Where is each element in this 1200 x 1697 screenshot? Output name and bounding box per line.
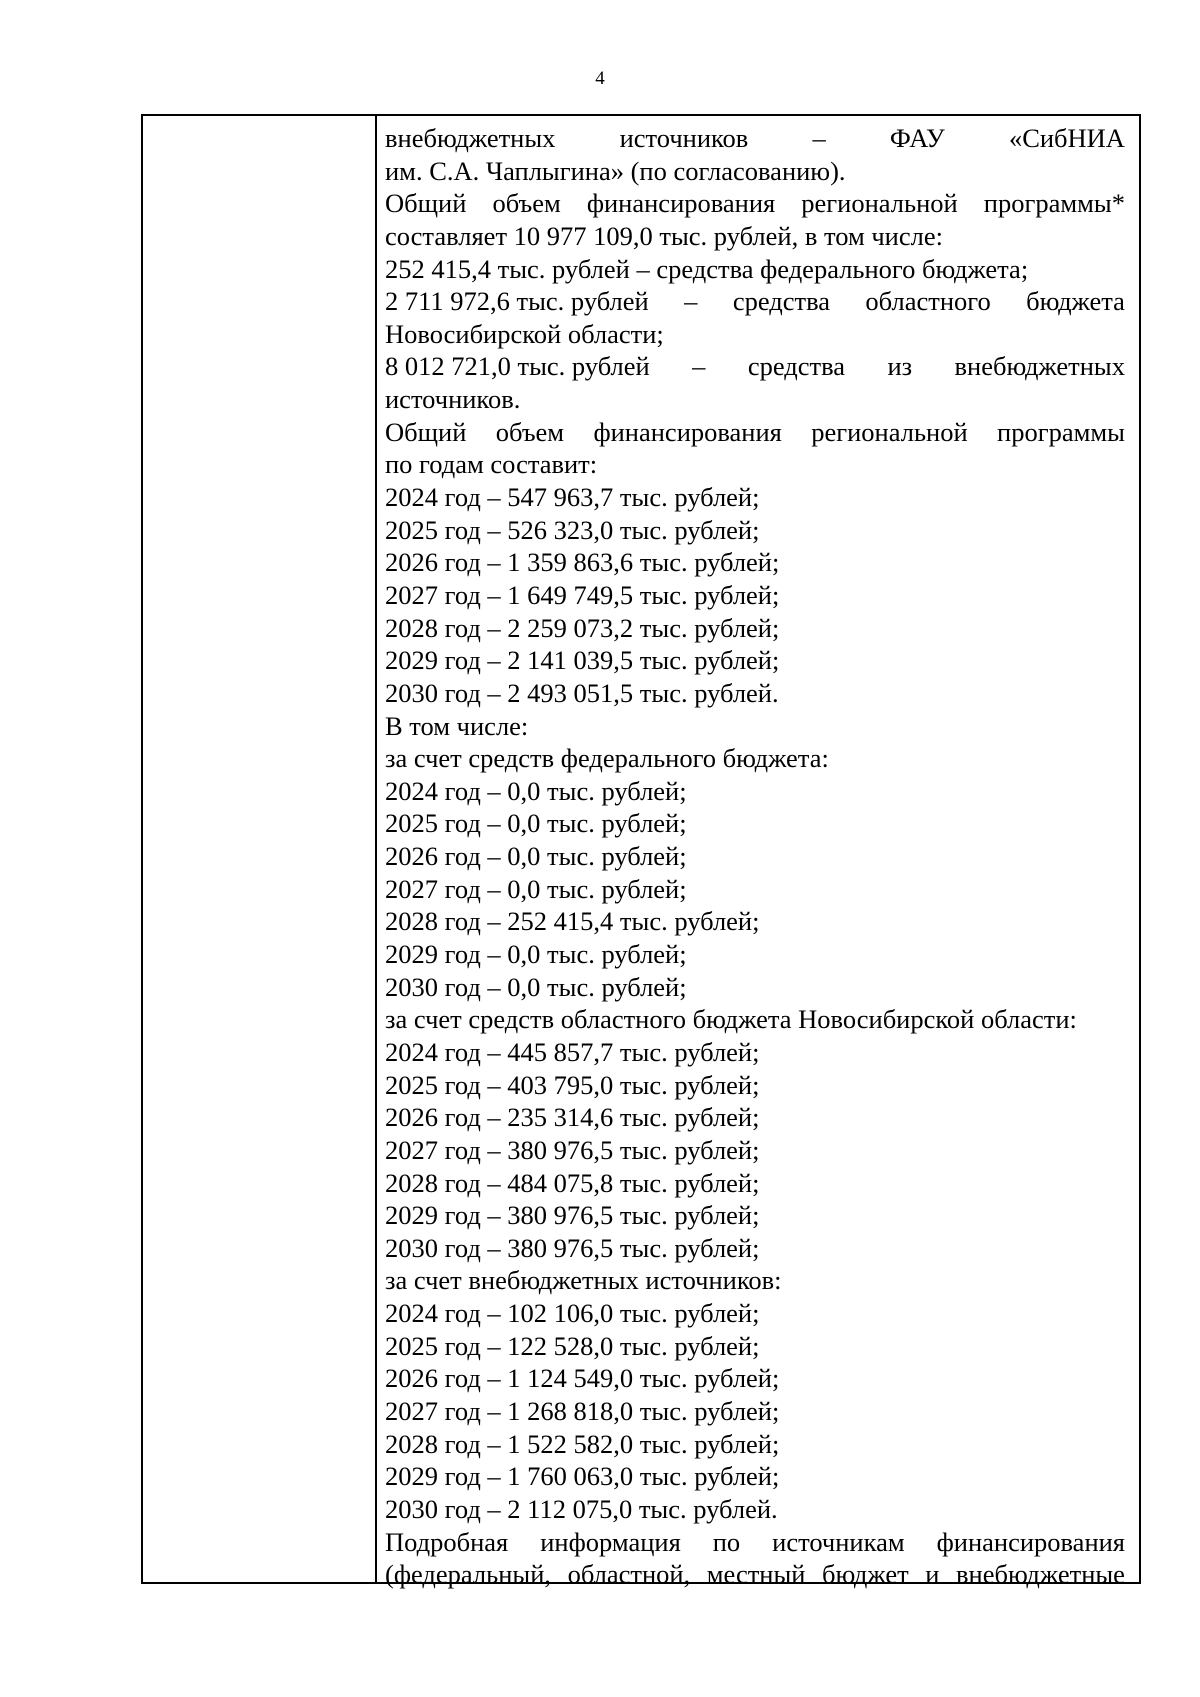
federal-item: 2026 год – 0,0 тыс. рублей; [385, 841, 687, 872]
total-line-2: составляет 10 977 109,0 тыс. рублей, в том числе: [385, 220, 943, 251]
by-years-line-2: по годам составит: [385, 449, 598, 480]
by-years-item: 2030 год – 2 493 051,5 тыс. рублей. [385, 677, 779, 708]
regional-item: 2028 год – 484 075,8 тыс. рублей; [385, 1167, 760, 1198]
offbudget-heading: за счет внебюджетных источников: [385, 1265, 782, 1296]
regional-item: 2024 год – 445 857,7 тыс. рублей; [385, 1036, 760, 1067]
federal-item: 2027 год – 0,0 тыс. рублей; [385, 873, 687, 904]
table-left-cell [143, 116, 377, 1582]
offbudget-item: 2024 год – 102 106,0 тыс. рублей; [385, 1298, 760, 1329]
by-years-item: 2024 год – 547 963,7 тыс. рублей; [385, 482, 760, 513]
by-years-item: 2027 год – 1 649 749,5 тыс. рублей; [385, 579, 780, 610]
total-federal: 252 415,4 тыс. рублей – средства федерального бюджета; [385, 253, 1029, 284]
regional-item: 2030 год – 380 976,5 тыс. рублей; [385, 1232, 760, 1263]
intro-line-1: внебюджетных источников – ФАУ «СибНИА [385, 123, 1125, 153]
total-regional-line-1: 2 711 972,6 тыс. рублей – средства областного бюджета [385, 286, 1125, 317]
regional-item: 2025 год – 403 795,0 тыс. рублей; [385, 1069, 760, 1100]
offbudget-item: 2026 год – 1 124 549,0 тыс. рублей; [385, 1363, 780, 1394]
by-years-line-1: Общий объем финансирования региональной программы [385, 416, 1125, 447]
offbudget-item: 2025 год – 122 528,0 тыс. рублей; [385, 1330, 760, 1361]
including-heading: В том числе: [385, 710, 529, 741]
federal-item: 2025 год – 0,0 тыс. рублей; [385, 808, 687, 839]
table-right-cell [385, 122, 1125, 1591]
intro-line-2: им. С.А. Чаплыгина» (по согласованию). [385, 155, 846, 186]
details-line-2: (федеральный, областной, местный бюджет и внебюджетные [385, 1559, 1125, 1590]
regional-heading: за счет средств областного бюджета Новосибирской области: [385, 1004, 1077, 1035]
by-years-item: 2028 год – 2 259 073,2 тыс. рублей; [385, 612, 780, 643]
details-line-1: Подробная информация по источникам финансирования [385, 1526, 1125, 1557]
offbudget-item: 2028 год – 1 522 582,0 тыс. рублей; [385, 1428, 780, 1459]
federal-item: 2028 год – 252 415,4 тыс. рублей; [385, 906, 760, 937]
regional-item: 2029 год – 380 976,5 тыс. рублей; [385, 1200, 760, 1231]
federal-item: 2024 год – 0,0 тыс. рублей; [385, 775, 687, 806]
regional-item: 2027 год – 380 976,5 тыс. рублей; [385, 1134, 760, 1165]
total-line-1: Общий объем финансирования региональной программы* [385, 188, 1125, 219]
offbudget-item: 2027 год – 1 268 818,0 тыс. рублей; [385, 1395, 780, 1426]
document-table [141, 114, 1141, 1590]
regional-item: 2026 год – 235 314,6 тыс. рублей; [385, 1102, 760, 1133]
by-years-item: 2029 год – 2 141 039,5 тыс. рублей; [385, 645, 780, 676]
federal-item: 2030 год – 0,0 тыс. рублей; [385, 971, 687, 1002]
offbudget-item: 2030 год – 2 112 075,0 тыс. рублей. [385, 1493, 778, 1524]
by-years-item: 2025 год – 526 323,0 тыс. рублей; [385, 514, 760, 545]
federal-heading: за счет средств федерального бюджета: [385, 743, 829, 774]
total-offbudget-line-2: источников. [385, 384, 521, 415]
total-offbudget-line-1: 8 012 721,0 тыс. рублей – средства из внебюджетных [385, 351, 1125, 382]
federal-item: 2029 год – 0,0 тыс. рублей; [385, 939, 687, 970]
page-number: 4 [595, 68, 605, 89]
offbudget-item: 2029 год – 1 760 063,0 тыс. рублей; [385, 1461, 780, 1492]
total-regional-line-2: Новосибирской области; [385, 318, 664, 349]
by-years-item: 2026 год – 1 359 863,6 тыс. рублей; [385, 547, 780, 578]
